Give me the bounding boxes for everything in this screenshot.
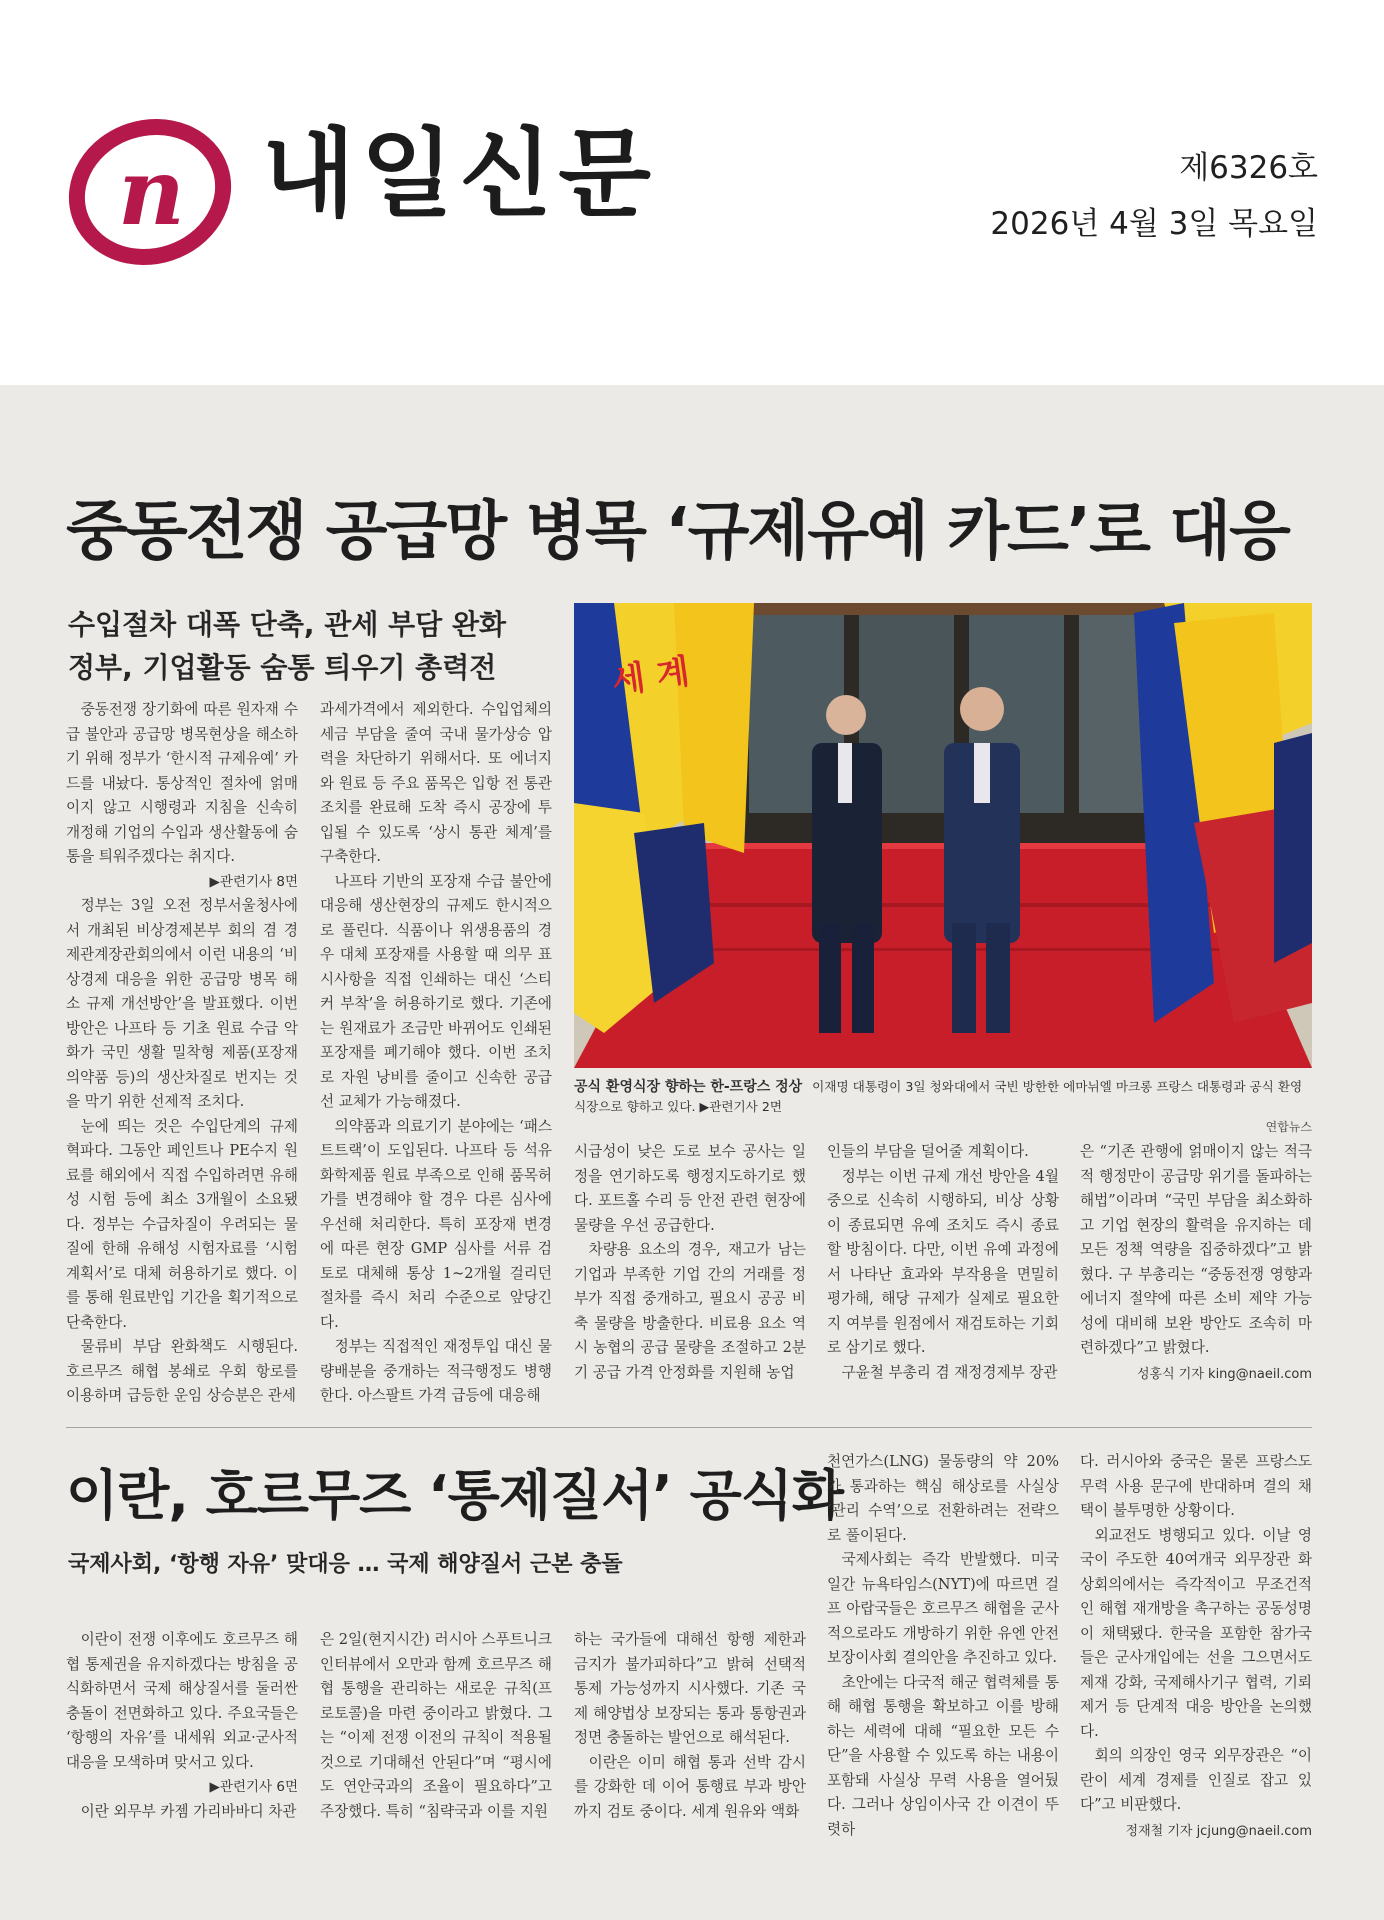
paragraph: 정부는 이번 규제 개선 방안을 4월 중으로 신속히 시행하되, 비상 상황이 종료되면 유예 조치도 즉시 종료할 방침이다. 다만, 이번 유예 과정에서 나타난 효과와 부작용을 면밀히 평가해, 해당 규제가 실제로 필요한지 여부를 원점에서 재검토하는 기회로 삼기로 했다. (827, 1167, 1059, 1356)
paragraph: 정부는 3일 오전 정부서울청사에서 개최된 비상경제본부 회의 겸 경제관계장관회의에서 이런 내용의 ‘비상경제 대응을 위한 공급망 병목 해소 규제 개선방안’을 발표했다. 이번 방안은 나프타 등 기초 원료 수급 악화가 국민 생활 밀착형 제품(포장재 의약품 등)의 생산차질로 번지는 것을 막기 위한 선제적 조치다. (66, 897, 298, 1110)
paragraph: 하는 국가들에 대해선 항행 제한과 금지가 불가피하다”고 밝혀 선택적 통제 가능성까지 시사했다. 기존 국제 해양법상 보장되는 통과 통항권과 정면 충돌하는 발언으로 해석된다. (574, 1631, 806, 1746)
section-divider (66, 1427, 1312, 1428)
article1-column-5 (1080, 1140, 1312, 1410)
article1-column-1 (66, 698, 298, 1410)
paragraph: 눈에 띄는 것은 수입단계의 규제 혁파다. 그동안 페인트나 PE수지 원료를 해외에서 직접 수입하려면 유해성 시험 등에 최소 3개월이 소요됐다. 정부는 수급차질이 우려되는 물질에 한해 유해성 시험자료를 ‘시험계획서’로 대체 허용하기로 했다. 이를 통해 원료반입 기간을 획기적으로 단축한다. (66, 1117, 298, 1331)
article1-subhead-2: 정부, 기업활동 숨통 틔우기 총력전 (68, 651, 497, 684)
article1-column-2 (320, 698, 552, 1410)
article2-subhead: 국제사회, ‘항행 자유’ 맞대응 … 국제 해양질서 근본 충돌 (68, 1552, 623, 1577)
article1-headline: 중동전쟁 공급망 병목 ‘규제유예 카드’로 대응 (66, 495, 1289, 569)
photo-caption-text: 이재명 대통령이 3일 청와대에서 국빈 방한한 에마뉘엘 마크롱 프랑스 대통령과 공식 환영식장으로 향하고 있다. ▶관련기사 2면 (574, 1079, 1303, 1114)
paragraph: 은 2일(현지시간) 러시아 스푸트니크 인터뷰에서 오만과 함께 호르무즈 해협 통행을 관리하는 새로운 규칙(프로토콜)을 마련 중이라고 밝혔다. 그는 “이제 전쟁 이전의 규칙이 적용될 것으로 기대해선 안된다”며 “평시에도 연안국과의 조율이 필요하다”고 주장했다. 특히 “침략국과 이를 지원 (320, 1631, 552, 1820)
paragraph: 중동전쟁 장기화에 따른 원자재 수급 불안과 공급망 병목현상을 해소하기 위해 정부가 ‘한시적 규제유예’ 카드를 내놨다. 통상적인 절차에 얽매이지 않고 시행령과 지침을 신속히 개정해 기업의 수입과 생산활동에 숨통을 틔워주겠다는 취지다. (66, 701, 298, 865)
paragraph: 천연가스(LNG) 물동량의 약 20%가 통과하는 핵심 해상로를 사실상 ‘관리 수역’으로 전환하려는 전략으로 풀이된다. (827, 1453, 1059, 1544)
logo-letter: n (118, 138, 185, 246)
related-article-ref: ▶관련기사 8면 (209, 873, 298, 890)
article2-column-2 (320, 1628, 552, 1908)
newspaper-title: 내일신문 (262, 118, 657, 230)
photo-caption-title: 공식 환영식장 향하는 한-프랑스 정상 (574, 1079, 803, 1095)
article1-subhead-1: 수입절차 대폭 단축, 관세 부담 완화 (68, 608, 507, 641)
paragraph: 이란이 전쟁 이후에도 호르무즈 해협 통제권을 유지하겠다는 방침을 공식화하면서 국제 해상질서를 둘러싼 충돌이 전면화하고 있다. 주요국들은 ‘항행의 자유’를 내세워 외교·군사적 대응을 모색하며 맞서고 있다. (66, 1631, 298, 1771)
naeil-logo-icon (66, 112, 236, 272)
paragraph: 물류비 부담 완화책도 시행된다. 호르무즈 해협 봉쇄로 우회 항로를 이용하며 급등한 운임 상승분은 관세 (66, 1338, 298, 1404)
paragraph: 국제사회는 즉각 반발했다. 미국 일간 뉴욕타임스(NYT)에 따르면 걸프 아랍국들은 호르무즈 해협을 군사적으로라도 개방하기 위한 유엔 안전보장이사회 결의안을 추진하고 있다. (827, 1551, 1059, 1666)
article2-headline: 이란, 호르무즈 ‘통제질서’ 공식화 (66, 1464, 844, 1527)
paragraph: 외교전도 병행되고 있다. 이날 영국이 주도한 40여개국 외무장관 화상회의에서는 즉각적이고 무조건적인 해협 재개방을 촉구하는 공동성명이 채택됐다. 한국을 포함한 참가국들은 군사개입에는 선을 그으면서도 제재 강화, 국제해사기구 협력, 기뢰 제거 등 단계적 대응 방안을 논의했다. (1080, 1526, 1312, 1740)
article2-column-1 (66, 1628, 298, 1908)
article1-byline: 성홍식 기자 king@naeil.com (1136, 1366, 1312, 1382)
paragraph: 나프타 기반의 포장재 수급 불안에 대응해 생산현장의 규제도 한시적으로 풀린다. 식품이나 위생용품의 경우 대체 포장재를 사용할 때 의무 표시사항을 직접 인쇄하는 대신 ‘스티커 부착’을 허용하기로 했다. 기존에는 원재료가 조금만 바뀌어도 인쇄된 포장재를 폐기해야 했다. 이번 조치로 자원 낭비를 줄이고 신속한 공급선 교체가 가능해졌다. (320, 872, 552, 1110)
issue-date: 2026년 4월 3일 목요일 (990, 206, 1318, 242)
front-page (0, 385, 1384, 1920)
masthead (0, 0, 1384, 385)
issue-number: 제6326호 (1179, 150, 1318, 186)
photo-credit: 연합뉴스 (1265, 1120, 1312, 1134)
article2-column-3 (574, 1628, 806, 1908)
related-article-ref: ▶관련기사 6면 (209, 1779, 298, 1795)
paragraph: 회의 의장인 영국 외무장관은 “이란이 세계 경제를 인질로 잡고 있다”고 비판했다. (1080, 1747, 1312, 1813)
summit-photo (574, 603, 1312, 1068)
article1-column-3 (574, 1140, 806, 1410)
article2-column-5 (1080, 1450, 1312, 1910)
flag-text: 세 계 (609, 651, 693, 702)
article2-byline: 정재철 기자 jcjung@naeil.com (1125, 1823, 1312, 1839)
paragraph: 초안에는 다국적 해군 협력체를 통해 해협 통행을 확보하고 이를 방해하는 세력에 대해 “필요한 모든 수단”을 사용할 수 있도록 하는 내용이 포함돼 사실상 무력 사용을 열어뒀다. 그러나 상임이사국 간 이견이 뚜렷하 (827, 1673, 1059, 1838)
paragraph: 구윤철 부총리 겸 재정경제부 장관 (841, 1363, 1058, 1381)
paragraph: 과세가격에서 제외한다. 수입업체의 세금 부담을 줄여 국내 물가상승 압력을 차단하기 위해서다. 또 에너지와 원료 등 주요 품목은 입항 전 통관 조치를 완료해 도착 즉시 공장에 투입될 수 있도록 ‘상시 통관 체계’를 구축한다. (320, 701, 552, 865)
paragraph: 정부는 직접적인 재정투입 대신 물량배분을 중개하는 적극행정도 병행한다. 아스팔트 가격 급등에 대응해 (320, 1338, 552, 1404)
paragraph: 시급성이 낮은 도로 보수 공사는 일정을 연기하도록 행정지도하기로 했다. 포트홀 수리 등 안전 관련 현장에 물량을 우선 공급한다. (574, 1143, 806, 1234)
paragraph: 의약품과 의료기기 분야에는 ‘패스트트랙’이 도입된다. 나프타 등 석유화학제품 원료 부족으로 인해 품목허가를 변경해야 할 경우 다른 심사에 우선해 처리한다. 특히 포장재 변경에 따른 현장 GMP 심사를 서류 검토로 대체해 통상 1~2개월 걸리던 절차를 즉시 처리 수준으로 앞당긴다. (320, 1117, 552, 1331)
photo-caption (574, 1077, 1312, 1137)
paragraph: 인들의 부담을 덜어줄 계획이다. (827, 1143, 1029, 1160)
paragraph: 다. 러시아와 중국은 물론 프랑스도 무력 사용 문구에 반대하며 결의 채택이 불투명한 상황이다. (1080, 1453, 1312, 1519)
paragraph: 이란은 이미 해협 통과 선박 감시를 강화한 데 이어 통행료 부과 방안까지 검토 중이다. 세계 원유와 액화 (574, 1753, 806, 1820)
paragraph: 이란 외무부 카젬 가리바바디 차관 (80, 1802, 297, 1820)
paragraph: 차량용 요소의 경우, 재고가 남는 기업과 부족한 기업 간의 거래를 정부가 직접 중개하고, 필요시 공공 비축 물량을 방출한다. 비료용 요소 역시 농협의 공급 물량을 조절하고 2분기 공급 가격 안정화를 지원해 농업 (574, 1241, 806, 1381)
article1-column-4 (827, 1140, 1059, 1410)
article2-column-4 (827, 1450, 1059, 1910)
paragraph: 은 “기존 관행에 얽매이지 않는 적극적 행정만이 공급망 위기를 돌파하는 해법”이라며 “국민 부담을 최소화하고 기업 현장의 활력을 유지하는 데 모든 정책 역량을 집중하겠다”고 밝혔다. 구 부총리는 “중동전쟁 영향과 에너지 절약에 따른 소비 제약 가능성에 대비해 보완 방안도 조속히 마련하겠다”고 밝혔다. (1080, 1143, 1312, 1356)
